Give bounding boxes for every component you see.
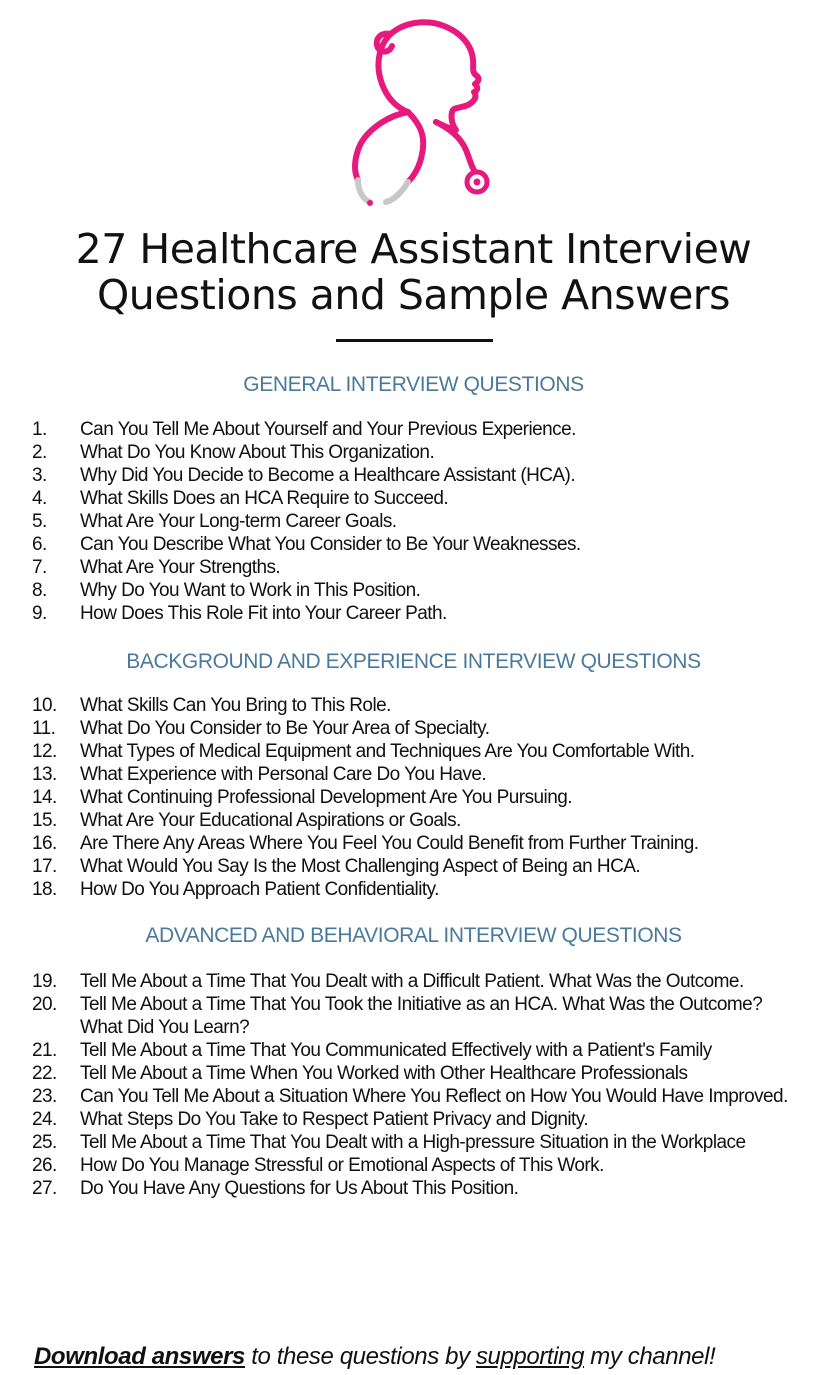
item-text: How Do You Approach Patient Confidentiality. [80, 879, 439, 900]
item-text: What Would You Say Is the Most Challenging Aspect of Being an HCA. [80, 856, 641, 877]
item-text: Are There Any Areas Where You Feel You Could Benefit from Further Training. [80, 833, 699, 854]
list-item [0, 786, 827, 809]
list-item [0, 878, 827, 901]
list-item [0, 832, 827, 855]
page-title [0, 226, 827, 318]
list-item [0, 1062, 827, 1085]
item-text: What Do You Know About This Organization. [80, 442, 435, 463]
list-item [0, 694, 827, 717]
download-answers-link[interactable]: Download answers [34, 1343, 245, 1370]
item-number: 18. [32, 879, 57, 900]
list-item [0, 487, 827, 510]
item-text: What Types of Medical Equipment and Techniques Are You Comfortable With. [80, 741, 695, 762]
footer-end-text: my channel! [584, 1343, 716, 1370]
section-heading-background: BACKGROUND AND EXPERIENCE INTERVIEW QUESTIONS [126, 650, 701, 673]
item-number: 3. [32, 465, 47, 486]
item-text: What Skills Can You Bring to This Role. [80, 695, 391, 716]
list-item [0, 441, 827, 464]
item-number: 12. [32, 741, 57, 762]
list-item [0, 1154, 827, 1177]
list-item [0, 418, 827, 441]
title-divider [336, 339, 493, 342]
item-text: Tell Me About a Time That You Dealt with a Difficult Patient. What Was the Outcome. [80, 971, 744, 992]
title-line-2: Questions and Sample Answers [96, 271, 731, 319]
item-number: 17. [32, 856, 57, 877]
item-text: Why Do You Want to Work in This Position. [80, 580, 421, 601]
list-item [0, 993, 827, 1039]
item-text: What Experience with Personal Care Do You Have. [80, 764, 487, 785]
question-list-advanced [0, 970, 827, 1200]
list-item [0, 809, 827, 832]
item-number: 10. [32, 695, 57, 716]
list-item [0, 556, 827, 579]
item-number: 19. [32, 971, 57, 992]
list-item [0, 1039, 827, 1062]
list-item [0, 717, 827, 740]
item-number: 16. [32, 833, 57, 854]
list-item [0, 1085, 827, 1108]
item-number: 8. [32, 580, 47, 601]
item-text: Do You Have Any Questions for Us About This Position. [80, 1178, 519, 1199]
item-number: 21. [32, 1040, 57, 1061]
list-item [0, 1131, 827, 1154]
item-text: Tell Me About a Time That You Dealt with a High-pressure Situation in the Workplace [80, 1132, 746, 1153]
section-heading-general: GENERAL INTERVIEW QUESTIONS [243, 373, 584, 396]
list-item [0, 602, 827, 625]
item-text: Can You Tell Me About Yourself and Your Previous Experience. [80, 419, 576, 440]
item-number: 25. [32, 1132, 57, 1153]
supporting-link[interactable]: supporting [475, 1343, 585, 1370]
item-number: 7. [32, 557, 47, 578]
item-text: What Continuing Professional Development Are You Pursuing. [80, 787, 572, 808]
list-item [0, 1108, 827, 1131]
list-item [0, 510, 827, 533]
item-number: 24. [32, 1109, 57, 1130]
item-number: 15. [32, 810, 57, 831]
list-item [0, 533, 827, 556]
item-number: 27. [32, 1178, 57, 1199]
item-text: What Skills Does an HCA Require to Succeed. [80, 488, 449, 509]
list-item [0, 1177, 827, 1200]
item-number: 13. [32, 764, 57, 785]
item-number: 4. [32, 488, 47, 509]
question-list-background [0, 694, 827, 901]
item-number: 20. [32, 994, 57, 1015]
item-number: 1. [32, 419, 47, 440]
question-list-general [0, 418, 827, 625]
list-item [0, 579, 827, 602]
item-number: 11. [32, 718, 56, 739]
list-item [0, 970, 827, 993]
footer-cta [34, 1342, 715, 1372]
item-number: 6. [32, 534, 47, 555]
item-text: What Are Your Long-term Career Goals. [80, 511, 397, 532]
list-item [0, 740, 827, 763]
item-text: Tell Me About a Time When You Worked with Other Healthcare Professionals [80, 1063, 688, 1084]
item-text: Why Did You Decide to Become a Healthcare Assistant (HCA). [80, 465, 576, 486]
item-text: How Do You Manage Stressful or Emotional Aspects of This Work. [80, 1155, 604, 1176]
nurse-stethoscope-svg [330, 12, 500, 212]
item-text: What Are Your Educational Aspirations or Goals. [80, 810, 461, 831]
section-heading-advanced: ADVANCED AND BEHAVIORAL INTERVIEW QUESTIONS [145, 924, 682, 947]
item-text: What Do You Consider to Be Your Area of Specialty. [80, 718, 490, 739]
nurse-stethoscope-icon [330, 12, 500, 212]
item-text: What Are Your Strengths. [80, 557, 281, 578]
item-number: 9. [32, 603, 47, 624]
item-text: What Steps Do You Take to Respect Patient Privacy and Dignity. [80, 1109, 589, 1130]
item-text: Tell Me About a Time That You Communicated Effectively with a Patient's Family [80, 1040, 712, 1061]
item-text: How Does This Role Fit into Your Career Path. [80, 603, 447, 624]
item-number: 22. [32, 1063, 57, 1084]
item-text: Tell Me About a Time That You Took the Initiative as an HCA. What Was the Outcome? What Did You Learn? [80, 994, 763, 1038]
list-item [0, 855, 827, 878]
footer-middle-text: to these questions by [244, 1343, 476, 1370]
list-item [0, 464, 827, 487]
item-number: 26. [32, 1155, 57, 1176]
item-text: Can You Tell Me About a Situation Where You Reflect on How You Would Have Improved. [80, 1086, 788, 1107]
item-number: 2. [32, 442, 47, 463]
item-number: 23. [32, 1086, 57, 1107]
title-line-1: 27 Healthcare Assistant Interview [75, 225, 752, 273]
item-number: 5. [32, 511, 47, 532]
list-item [0, 763, 827, 786]
item-text: Can You Describe What You Consider to Be Your Weaknesses. [80, 534, 581, 555]
item-number: 14. [32, 787, 57, 808]
